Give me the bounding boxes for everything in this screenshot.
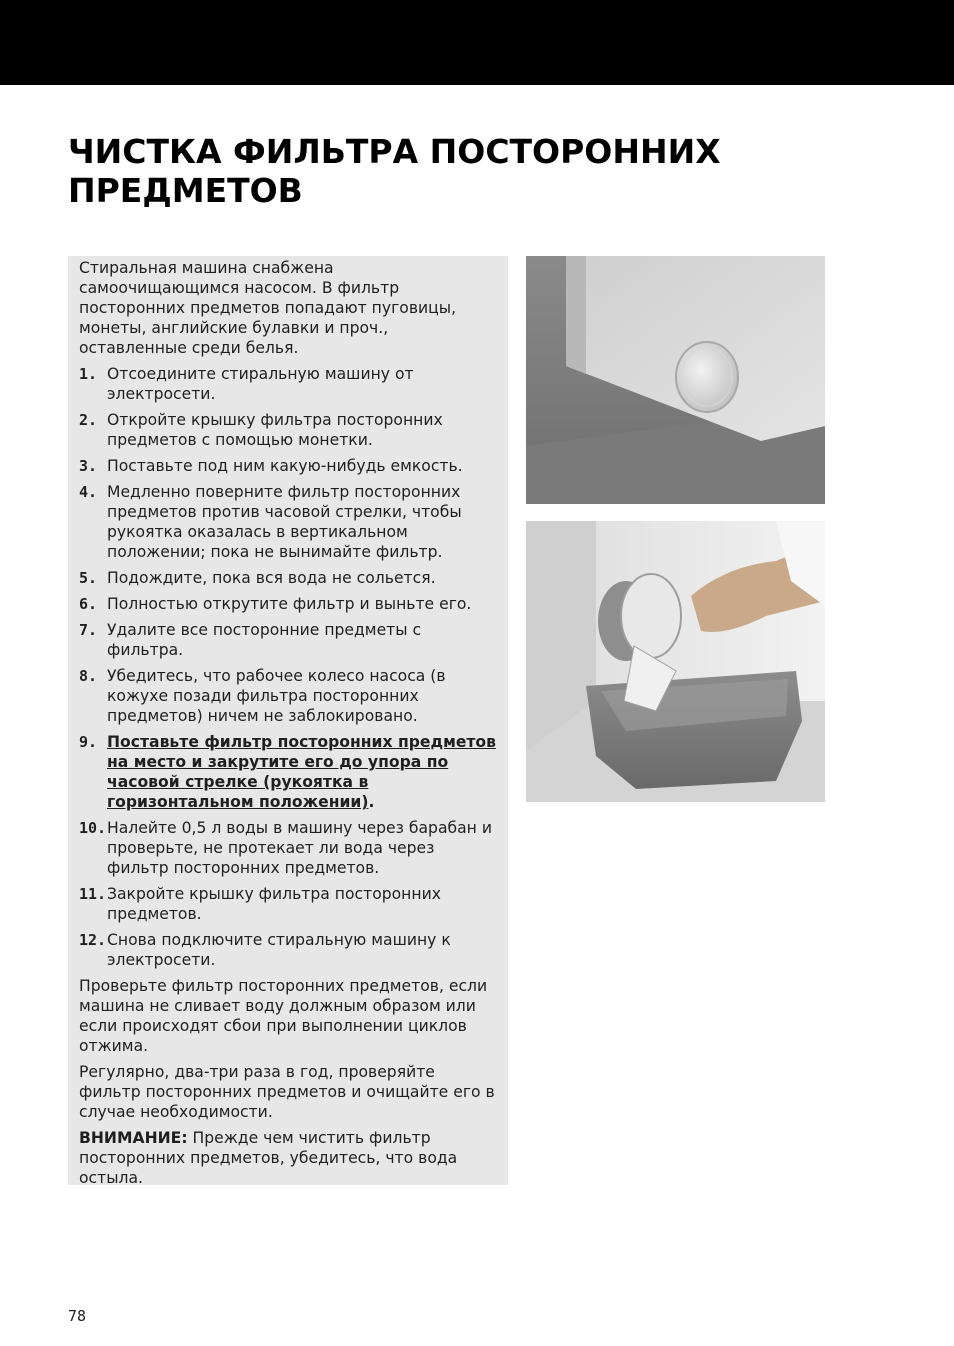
step-item <box>79 594 498 614</box>
step-suffix: . <box>368 793 375 811</box>
filter-removal-photo <box>526 521 825 802</box>
step-number: 4. <box>79 483 98 501</box>
header-bar <box>0 0 954 85</box>
step-number: 5. <box>79 569 98 587</box>
step-text: Полностью открутите фильтр и выньте его. <box>107 595 472 613</box>
step-item-emphasized <box>79 732 498 812</box>
step-number: 2. <box>79 411 98 429</box>
step-text: Откройте крышку фильтра посторонних предметов с помощью монетки. <box>107 411 443 449</box>
step-number: 8. <box>79 667 98 685</box>
warning-paragraph <box>79 1128 498 1188</box>
step-text: Поставьте фильтр посторонних предметов на место и закрутите его до упора по часовой стрелке (рукоятка в горизонтальном положении) <box>107 733 497 811</box>
step-item <box>79 410 498 450</box>
step-item <box>79 666 498 726</box>
check-note: Проверьте фильтр посторонних предметов, если машина не сливает воду должным образом или если происходят сбои при выполнении циклов отжима. <box>79 977 488 1055</box>
intro-paragraph: Стиральная машина снабжена самоочищающимся насосом. В фильтр посторонних предметов попадают пуговицы, монеты, английские булавки и проч., оставленные среди белья. <box>79 259 457 357</box>
step-text: Поставьте под ним какую-нибудь емкость. <box>107 457 463 475</box>
step-text: Медленно поверните фильтр посторонних предметов против часовой стрелки, чтобы рукоятка оказалась в вертикальном положении; пока не вынимайте фильтр. <box>107 483 462 561</box>
step-item <box>79 456 498 476</box>
step-number: 10. <box>79 819 107 837</box>
step-item <box>79 884 498 924</box>
step-text: Удалите все посторонние предметы с фильтра. <box>107 621 422 659</box>
step-text: Подождите, пока вся вода не сольется. <box>107 569 436 587</box>
step-number: 7. <box>79 621 98 639</box>
warning-label: ВНИМАНИЕ: <box>79 1129 188 1147</box>
step-number: 1. <box>79 365 98 383</box>
regular-note: Регулярно, два-три раза в год, проверяйте фильтр посторонних предметов и очищайте его в случае необходимости. <box>79 1063 495 1121</box>
steps-list <box>79 364 498 970</box>
step-text: Отсоедините стиральную машину от электросети. <box>107 365 414 403</box>
step-text: Налейте 0,5 л воды в машину через барабан и проверьте, не протекает ли вода через фильтр посторонних предметов. <box>107 819 492 877</box>
step-item <box>79 482 498 562</box>
step-number: 6. <box>79 595 98 613</box>
step-number: 12. <box>79 931 107 949</box>
step-item <box>79 818 498 878</box>
step-text: Убедитесь, что рабочее колесо насоса (в кожухе позади фильтра посторонних предметов) ничем не заблокировано. <box>107 667 446 725</box>
step-item <box>79 568 498 588</box>
step-item <box>79 364 498 404</box>
step-number: 3. <box>79 457 98 475</box>
page-number: 78 <box>68 1307 87 1325</box>
page-title: ЧИСТКА ФИЛЬТРА ПОСТОРОННИХ ПРЕДМЕТОВ <box>68 132 721 210</box>
step-number: 11. <box>79 885 107 903</box>
warning-text: Прежде чем чистить фильтр посторонних предметов, убедитесь, что вода остыла. <box>79 1129 458 1187</box>
filter-cover-photo <box>526 256 825 504</box>
step-number: 9. <box>79 733 98 751</box>
instructions-panel <box>68 256 508 1185</box>
step-item <box>79 620 498 660</box>
step-item <box>79 930 498 970</box>
step-text: Закройте крышку фильтра посторонних предметов. <box>107 885 441 923</box>
step-text: Снова подключите стиральную машину к электросети. <box>107 931 451 969</box>
